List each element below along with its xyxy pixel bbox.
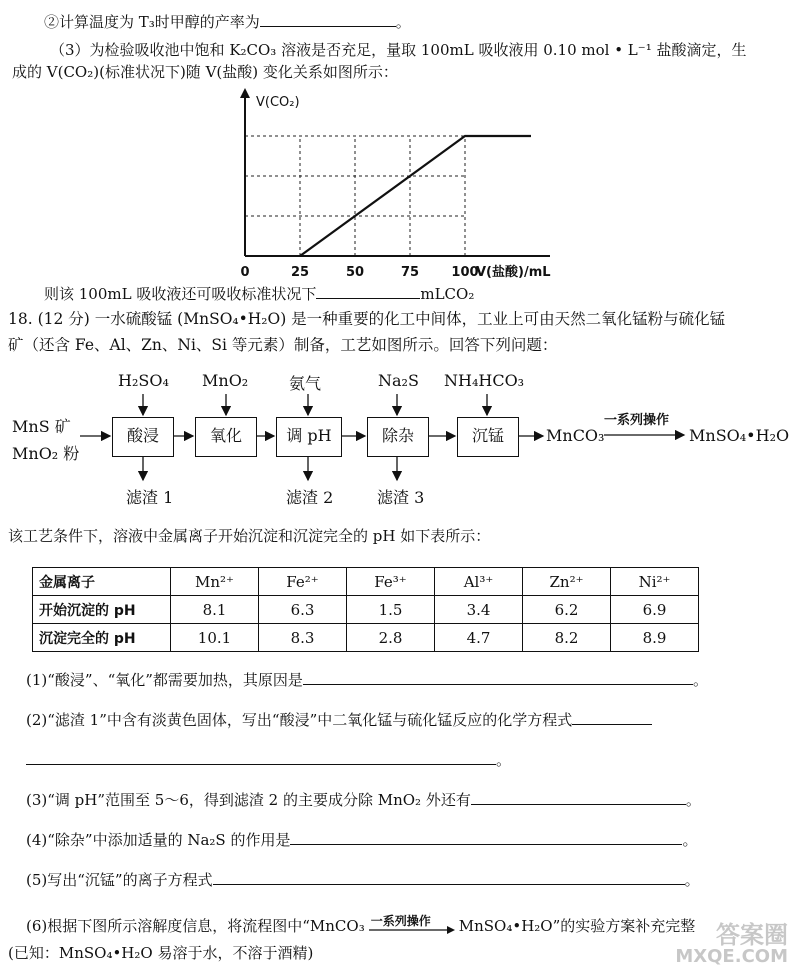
row-header: 沉淀完全的 pH bbox=[33, 624, 171, 652]
period: 。 bbox=[692, 671, 708, 689]
q18-intro-line2: 矿（还含 Fe、Al、Zn、Ni、Si 等元素）制备，工艺如图所示。回答下列问题： bbox=[8, 336, 558, 354]
row-header: 开始沉淀的 pH bbox=[33, 596, 171, 624]
ion-cell: Ni²⁺ bbox=[611, 568, 699, 596]
period: 。 bbox=[684, 871, 700, 889]
ion-cell: Al³⁺ bbox=[435, 568, 523, 596]
question-6-note: (已知：MnSO₄•H₂O 易溶于水，不溶于酒精) bbox=[8, 944, 314, 962]
raw-material-mno2: MnO₂ 粉 bbox=[12, 444, 80, 463]
x-tick-label: 0 bbox=[240, 265, 250, 280]
table-row-ions bbox=[33, 568, 699, 596]
series-line bbox=[300, 136, 531, 256]
step-mn-precipitation: 沉锰 bbox=[457, 417, 519, 457]
series-op-arrow bbox=[369, 914, 455, 935]
step-impurity-removal: 除杂 bbox=[367, 417, 429, 457]
ion-cell: Fe³⁺ bbox=[347, 568, 435, 596]
series-op-label: 一系列操作 bbox=[370, 914, 431, 928]
residue-3: 滤渣 3 bbox=[377, 488, 425, 507]
watermark bbox=[675, 921, 788, 968]
residue-2: 滤渣 2 bbox=[286, 488, 334, 507]
question-2-text: (2)“滤渣 1”中含有淡黄色固体，写出“酸浸”中二氧化锰与硫化锰反应的化学方程式 bbox=[26, 711, 573, 729]
raw-material-mns: MnS 矿 bbox=[12, 417, 71, 436]
ph-table bbox=[32, 567, 699, 652]
question-3 bbox=[26, 790, 701, 810]
ph-cell: 8.9 bbox=[611, 624, 699, 652]
question-2 bbox=[26, 710, 652, 730]
answer-blank[interactable] bbox=[316, 284, 420, 299]
answer-blank[interactable] bbox=[290, 830, 682, 845]
ph-cell: 8.3 bbox=[259, 624, 347, 652]
q18-intro-line1: 18. (12 分) 一水硫酸锰 (MnSO₄•H₂O) 是一种重要的化工中间体，工业上可由天然二氧化锰粉与硫化锰 bbox=[8, 310, 726, 328]
final-product: MnSO₄•H₂O bbox=[689, 426, 790, 445]
ph-cell: 8.2 bbox=[523, 624, 611, 652]
period: 。 bbox=[496, 751, 512, 769]
q17-part3-line1: （3）为检验吸收池中饱和 K₂CO₃ 溶液是否充足，量取 100mL 吸收液用 0.10 mol • L⁻¹ 盐酸滴定，生 bbox=[50, 41, 747, 59]
answer-blank[interactable] bbox=[572, 710, 652, 725]
question-1 bbox=[26, 670, 708, 690]
q17-part2-text: ②计算温度为 T₃时甲醇的产率为 bbox=[44, 13, 260, 31]
question-6 bbox=[26, 916, 695, 936]
q17-part2 bbox=[44, 12, 411, 32]
period: 。 bbox=[395, 13, 411, 31]
ion-cell: Fe²⁺ bbox=[259, 568, 347, 596]
answer-blank[interactable] bbox=[26, 750, 496, 765]
x-axis-label: V(盐酸)/mL bbox=[476, 265, 551, 280]
q17-part3-line2: 成的 V(CO₂)(标准状况下)随 V(盐酸) 变化关系如图所示： bbox=[12, 63, 398, 81]
table-row-complete-ph bbox=[33, 624, 699, 652]
question-1-text: (1)“酸浸”、“氧化”都需要加热，其原因是 bbox=[26, 671, 303, 689]
ph-cell: 2.8 bbox=[347, 624, 435, 652]
table-intro: 该工艺条件下，溶液中金属离子开始沉淀和沉淀完全的 pH 如下表所示： bbox=[8, 527, 491, 545]
ph-cell: 10.1 bbox=[171, 624, 259, 652]
ph-cell: 6.3 bbox=[259, 596, 347, 624]
ion-cell: Mn²⁺ bbox=[171, 568, 259, 596]
question-4 bbox=[26, 830, 698, 850]
question-6-text-a: (6)根据下图所示溶解度信息，将流程图中“MnCO₃ bbox=[26, 917, 365, 935]
step-adjust-ph: 调 pH bbox=[276, 417, 342, 457]
x-tick-label: 100 bbox=[451, 265, 479, 280]
q17-unit: mLCO₂ bbox=[420, 285, 475, 303]
flow-arrows bbox=[0, 360, 802, 500]
answer-blank[interactable] bbox=[471, 790, 686, 805]
ph-cell: 6.2 bbox=[523, 596, 611, 624]
question-5-text: (5)写出“沉锰”的离子方程式 bbox=[26, 871, 213, 889]
x-tick-label: 25 bbox=[290, 265, 310, 280]
question-4-text: (4)“除杂”中添加适量的 Na₂S 的作用是 bbox=[26, 831, 291, 849]
q17-after-chart-text: 则该 100mL 吸收液还可吸收标准状况下 bbox=[44, 285, 317, 303]
x-tick-label: 50 bbox=[345, 265, 365, 280]
ph-cell: 1.5 bbox=[347, 596, 435, 624]
question-2-cont bbox=[26, 750, 511, 770]
q17-after-chart bbox=[44, 284, 474, 304]
reagent-mno2: MnO₂ bbox=[202, 371, 249, 390]
co2-titration-chart bbox=[220, 86, 600, 286]
answer-blank[interactable] bbox=[260, 12, 396, 27]
row-header: 金属离子 bbox=[33, 568, 171, 596]
intermediate-mnco3: MnCO₃ bbox=[546, 426, 605, 445]
series-operations-label: 一系列操作 bbox=[604, 413, 670, 428]
answer-blank[interactable] bbox=[213, 870, 685, 885]
answer-blank[interactable] bbox=[303, 670, 693, 685]
watermark-line2: MXQE.COM bbox=[675, 946, 788, 967]
watermark-line1: 答案圈 bbox=[716, 921, 788, 949]
y-axis-label: V(CO₂) bbox=[256, 95, 300, 110]
y-axis-arrow bbox=[240, 88, 250, 98]
reagent-ammonia: 氨气 bbox=[289, 374, 322, 393]
x-tick-label: 75 bbox=[400, 265, 420, 280]
period: 。 bbox=[682, 831, 698, 849]
question-6-text-b: MnSO₄•H₂O”的实验方案补充完整 bbox=[458, 917, 696, 935]
ph-cell: 6.9 bbox=[611, 596, 699, 624]
reagent-nh4hco3: NH₄HCO₃ bbox=[444, 371, 525, 390]
period: 。 bbox=[685, 791, 701, 809]
chart-grid bbox=[245, 136, 465, 256]
reagent-h2so4: H₂SO₄ bbox=[118, 371, 169, 390]
table-row-start-ph bbox=[33, 596, 699, 624]
ph-cell: 8.1 bbox=[171, 596, 259, 624]
question-5 bbox=[26, 870, 700, 890]
residue-1: 滤渣 1 bbox=[126, 488, 174, 507]
reagent-na2s: Na₂S bbox=[378, 371, 419, 390]
ph-cell: 4.7 bbox=[435, 624, 523, 652]
question-3-text: (3)“调 pH”范围至 5～6，得到滤渣 2 的主要成分除 MnO₂ 外还有 bbox=[26, 791, 471, 809]
step-acid-leach: 酸浸 bbox=[112, 417, 174, 457]
ion-cell: Zn²⁺ bbox=[523, 568, 611, 596]
ph-cell: 3.4 bbox=[435, 596, 523, 624]
step-oxidation: 氧化 bbox=[195, 417, 257, 457]
